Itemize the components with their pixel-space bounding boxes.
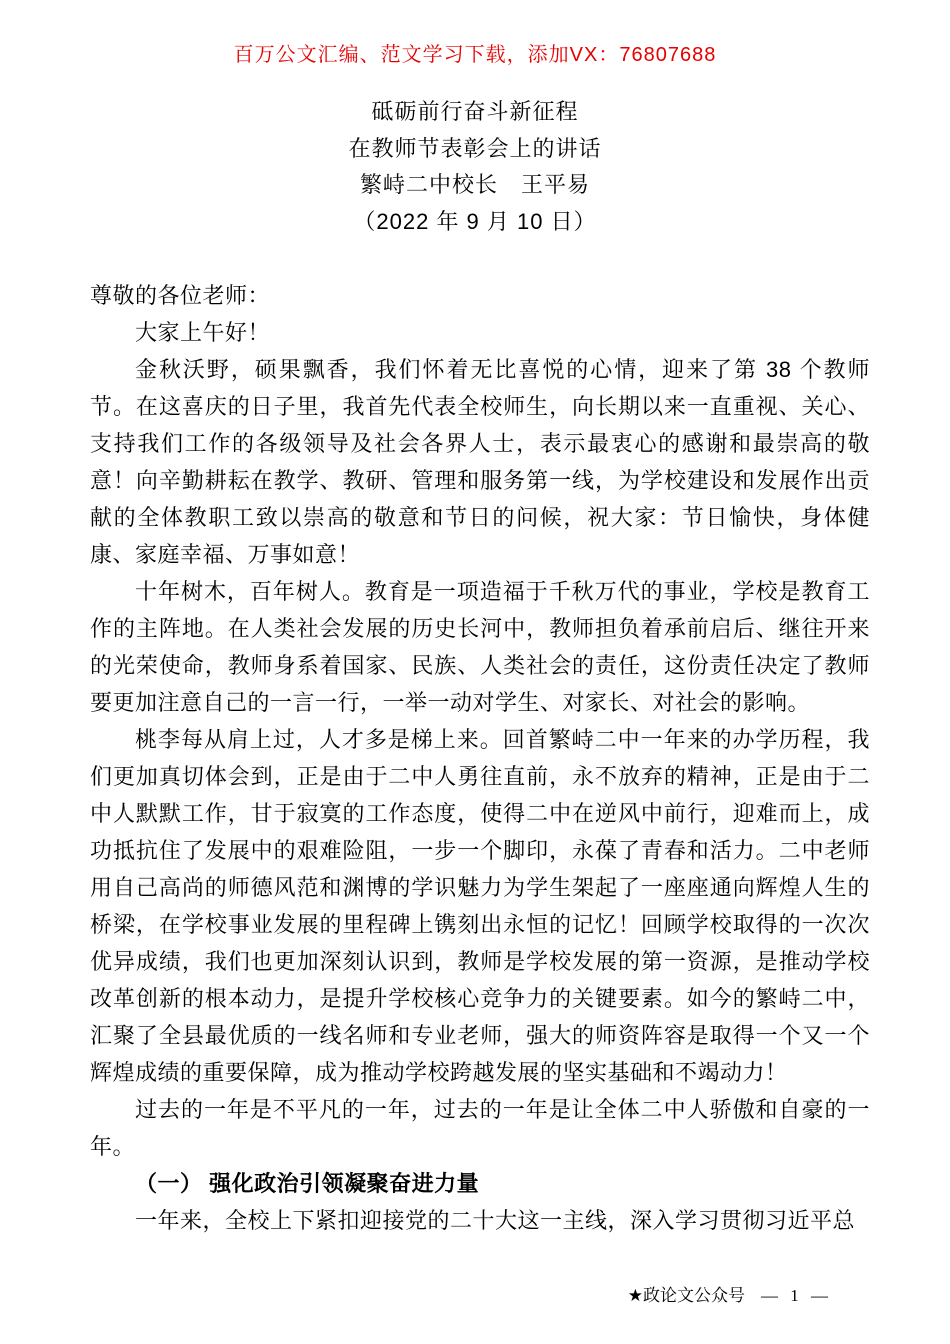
greeting: 大家上午好！ xyxy=(135,320,271,345)
page-number: — 1 — xyxy=(761,1286,832,1305)
footer-source-label: ★政论文公众号 xyxy=(627,1286,745,1305)
author-line: 繁峙二中校长 王平易 xyxy=(359,172,590,197)
document-title: 砥砺前行奋斗新征程 xyxy=(371,99,579,124)
document-subtitle: 在教师节表彰会上的讲话 xyxy=(348,135,602,161)
date-line: （2022 年 9 月 10 日） xyxy=(353,208,597,234)
page-footer xyxy=(628,1284,832,1308)
paragraph: 桃李每从肩上过，人才多是梯上来。回首繁峙二中一年来的办学历程，我们更加真切体会到，正是由于二中人勇往直前，永不放弃的精神，正是由于二中人默默工作，甘于寂寞的工作态度，使得二中在逆风中前行，迎难而上，成功抵抗住了发展中的艰难险阻，一步一个脚印，永葆了青春和活力。二中老师用自己高尚的师德风范和渊博的学识魅力为学生架起了一座座通向辉煌人生的桥梁，在学校事业发展的里程碑上镌刻出永恒的记忆！回顾学校取得的一次次优异成绩，我们也更加深刻认识到，教师是学校发展的第一资源，是推动学校改革创新的根本动力，是提升学校核心竞争力的关键要素。如今的繁峙二中，汇聚了全县最优质的一线名师和专业老师，强大的师资阵容是取得一个又一个辉煌成绩的重要保障，成为推动学校跨越发展的坚实基础和不竭动力！ xyxy=(90,727,870,1085)
paragraph: 一年来，全校上下紧扣迎接党的二十大这一主线，深入学习贯彻习近平总 xyxy=(135,1208,856,1233)
document-body xyxy=(90,277,870,1239)
paragraph: 金秋沃野，硕果飘香，我们怀着无比喜悦的心情，迎来了第 38 个教师节。在这喜庆的日子里，我首先代表全校师生，向长期以来一直重视、关心、支持我们工作的各级领导及社会各界人士，表示最衷心的感谢和最崇高的敬意！向辛勤耕耘在教学、教研、管理和服务第一线，为学校建设和发展作出贡献的全体教职工致以崇高的敬意和节日的问候，祝大家：节日愉快，身体健康、家庭幸福、万事如意！ xyxy=(90,357,870,567)
paragraph: 十年树木，百年树人。教育是一项造福于千秋万代的事业，学校是教育工作的主阵地。在人类社会发展的历史长河中，教师担负着承前启后、继往开来的光荣使命，教师身系着国家、民族、人类社会的责任，这份责任决定了教师要更加注意自己的一言一行，一举一动对学生、对家长、对社会的影响。 xyxy=(90,579,870,715)
title-block xyxy=(0,94,950,240)
section-heading: （一） 强化政治引领凝聚奋进力量 xyxy=(135,1171,480,1196)
salutation: 尊敬的各位老师： xyxy=(90,283,271,308)
promo-notice: 百万公文汇编、范文学习下载，添加VX：76807688 xyxy=(233,44,717,66)
paragraph: 过去的一年是不平凡的一年，过去的一年是让全体二中人骄傲和自豪的一年。 xyxy=(90,1097,870,1159)
